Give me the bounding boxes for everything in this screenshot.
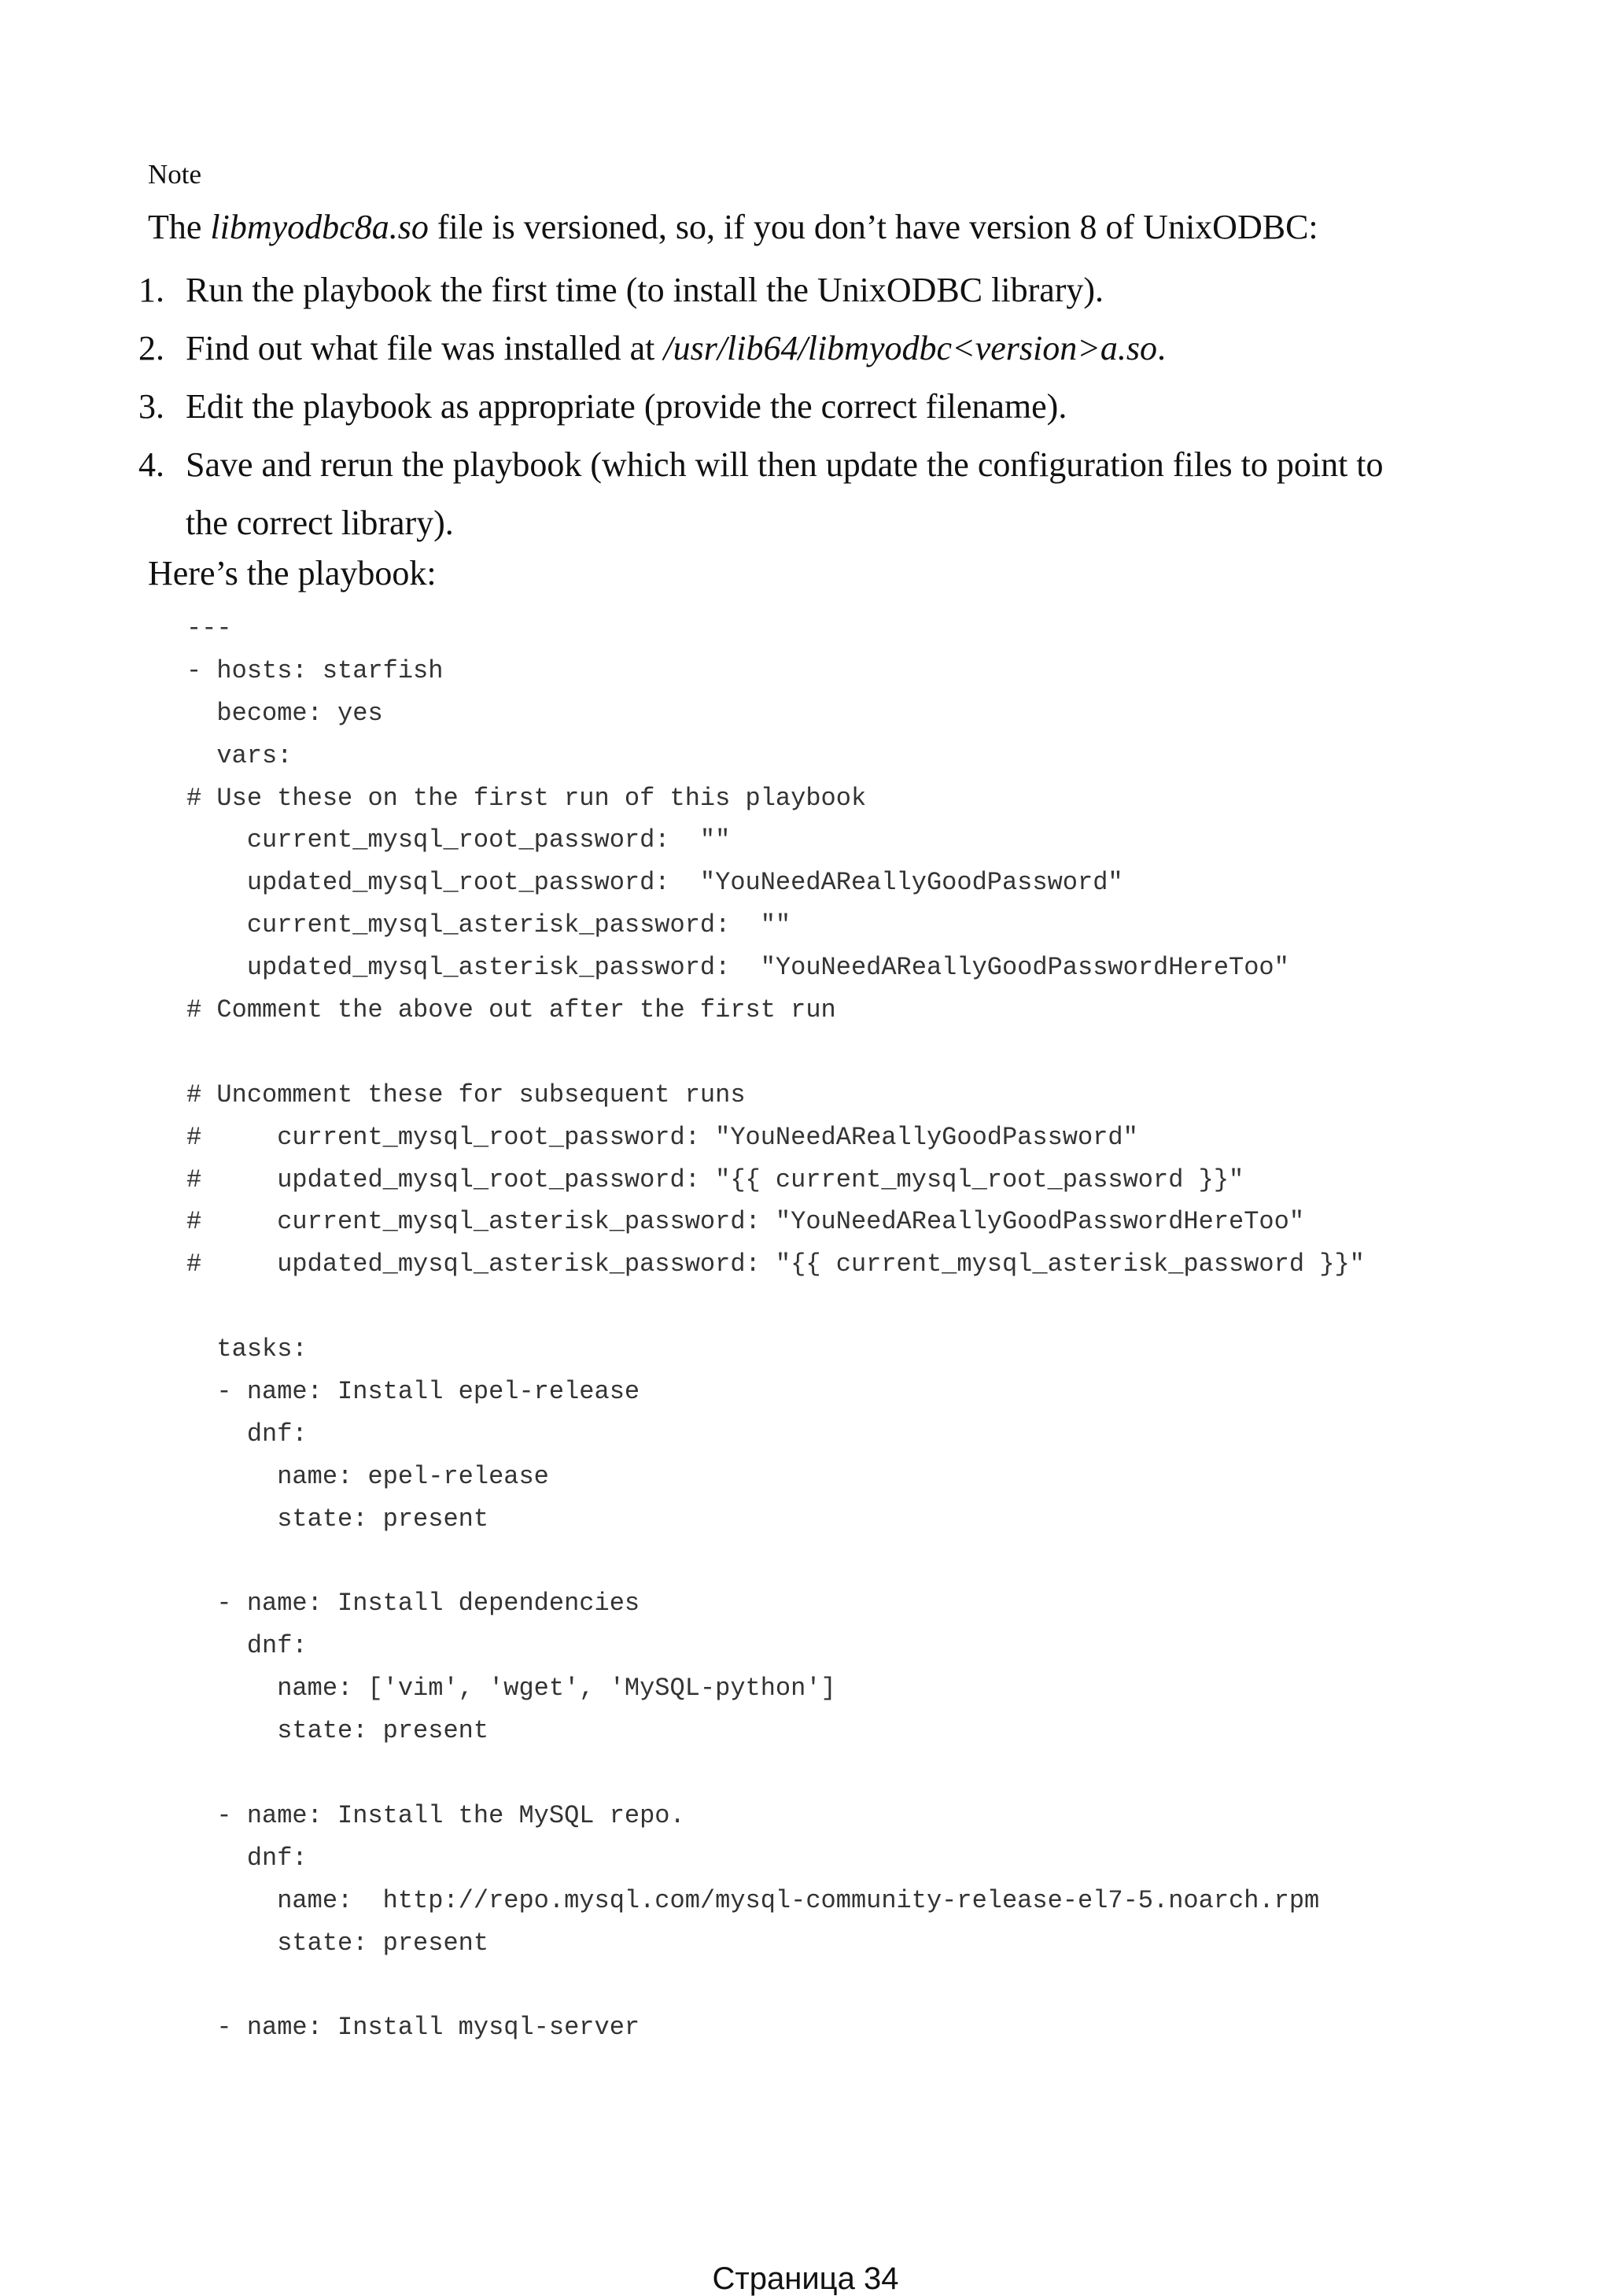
step-text-before: Find out what file was installed at <box>186 329 664 367</box>
code-line: - name: Install epel-release <box>186 1377 640 1407</box>
step-number: 2. <box>138 329 164 367</box>
step-text: Save and rerun the playbook (which will then update the configuration files to point to the correct library). <box>186 445 1384 542</box>
code-line: updated_mysql_asterisk_password: "YouNeedAReallyGoodPasswordHereToo" <box>186 953 1289 983</box>
step-number: 1. <box>138 271 164 309</box>
step-item <box>138 319 1429 378</box>
code-line: - name: Install the MySQL repo. <box>186 1800 685 1830</box>
code-line: # updated_mysql_asterisk_password: "{{ current_mysql_asterisk_password }}" <box>186 1250 1365 1279</box>
note-intro <box>148 205 1318 249</box>
code-line: state: present <box>186 1504 489 1534</box>
intro-filename: libmyodbc8a.so <box>210 208 429 246</box>
playbook-code-block <box>186 607 1365 2049</box>
intro-text-before: The <box>148 208 211 246</box>
step-item <box>138 378 1429 436</box>
code-line: - name: Install dependencies <box>186 1589 640 1619</box>
code-line <box>186 1541 1365 1583</box>
code-line: name: ['vim', 'wget', 'MySQL-python'] <box>186 1674 836 1704</box>
step-text-after: . <box>1157 329 1167 367</box>
code-line: updated_mysql_root_password: "YouNeedAReallyGoodPassword" <box>186 868 1123 898</box>
code-line: --- <box>186 614 232 643</box>
step-number: 4. <box>138 445 164 484</box>
code-line: state: present <box>186 1928 489 1958</box>
code-line: # current_mysql_root_password: "YouNeedAReallyGoodPassword" <box>186 1122 1138 1152</box>
step-item <box>138 436 1429 552</box>
code-line: dnf: <box>186 1419 308 1449</box>
page-number: Страница 34 <box>712 2261 899 2296</box>
step-item <box>138 261 1429 319</box>
code-line <box>186 1032 1365 1074</box>
code-line: # Uncomment these for subsequent runs <box>186 1080 746 1109</box>
steps-list <box>138 261 1429 552</box>
note-label: Note <box>148 159 202 190</box>
step-text: Edit the playbook as appropriate (provide the correct filename). <box>186 387 1067 426</box>
code-line: - name: Install mysql-server <box>186 2013 640 2043</box>
code-line: tasks: <box>186 1334 308 1364</box>
code-line: dnf: <box>186 1631 308 1661</box>
code-line <box>186 1286 1365 1328</box>
code-line: become: yes <box>186 698 383 728</box>
code-line: # Comment the above out after the first run <box>186 995 836 1025</box>
code-line: # updated_mysql_root_password: "{{ current_mysql_root_password }}" <box>186 1165 1244 1194</box>
code-line: # current_mysql_asterisk_password: "YouNeedAReallyGoodPasswordHereToo" <box>186 1207 1305 1237</box>
code-line: dnf: <box>186 1843 308 1873</box>
code-line: vars: <box>186 740 293 770</box>
code-line <box>186 1752 1365 1795</box>
code-line: state: present <box>186 1716 489 1746</box>
step-path: /usr/lib64/libmyodbc<version>a.so <box>663 329 1158 367</box>
code-line: current_mysql_root_password: "" <box>186 825 731 855</box>
step-number: 3. <box>138 387 164 426</box>
code-line: # Use these on the first run of this playbook <box>186 783 867 813</box>
code-line: name: epel-release <box>186 1461 549 1491</box>
code-line: - hosts: starfish <box>186 655 444 685</box>
intro-text-after: file is versioned, so, if you don’t have version 8 of UnixODBC: <box>428 208 1318 246</box>
code-line: current_mysql_asterisk_password: "" <box>186 910 791 940</box>
step-text: Run the playbook the first time (to install the UnixODBC library). <box>186 271 1104 309</box>
code-line: name: http://repo.mysql.com/mysql-community-release-el7-5.noarch.rpm <box>186 1885 1320 1915</box>
code-line <box>186 1965 1365 2007</box>
playbook-heading: Here’s the playbook: <box>148 554 437 592</box>
